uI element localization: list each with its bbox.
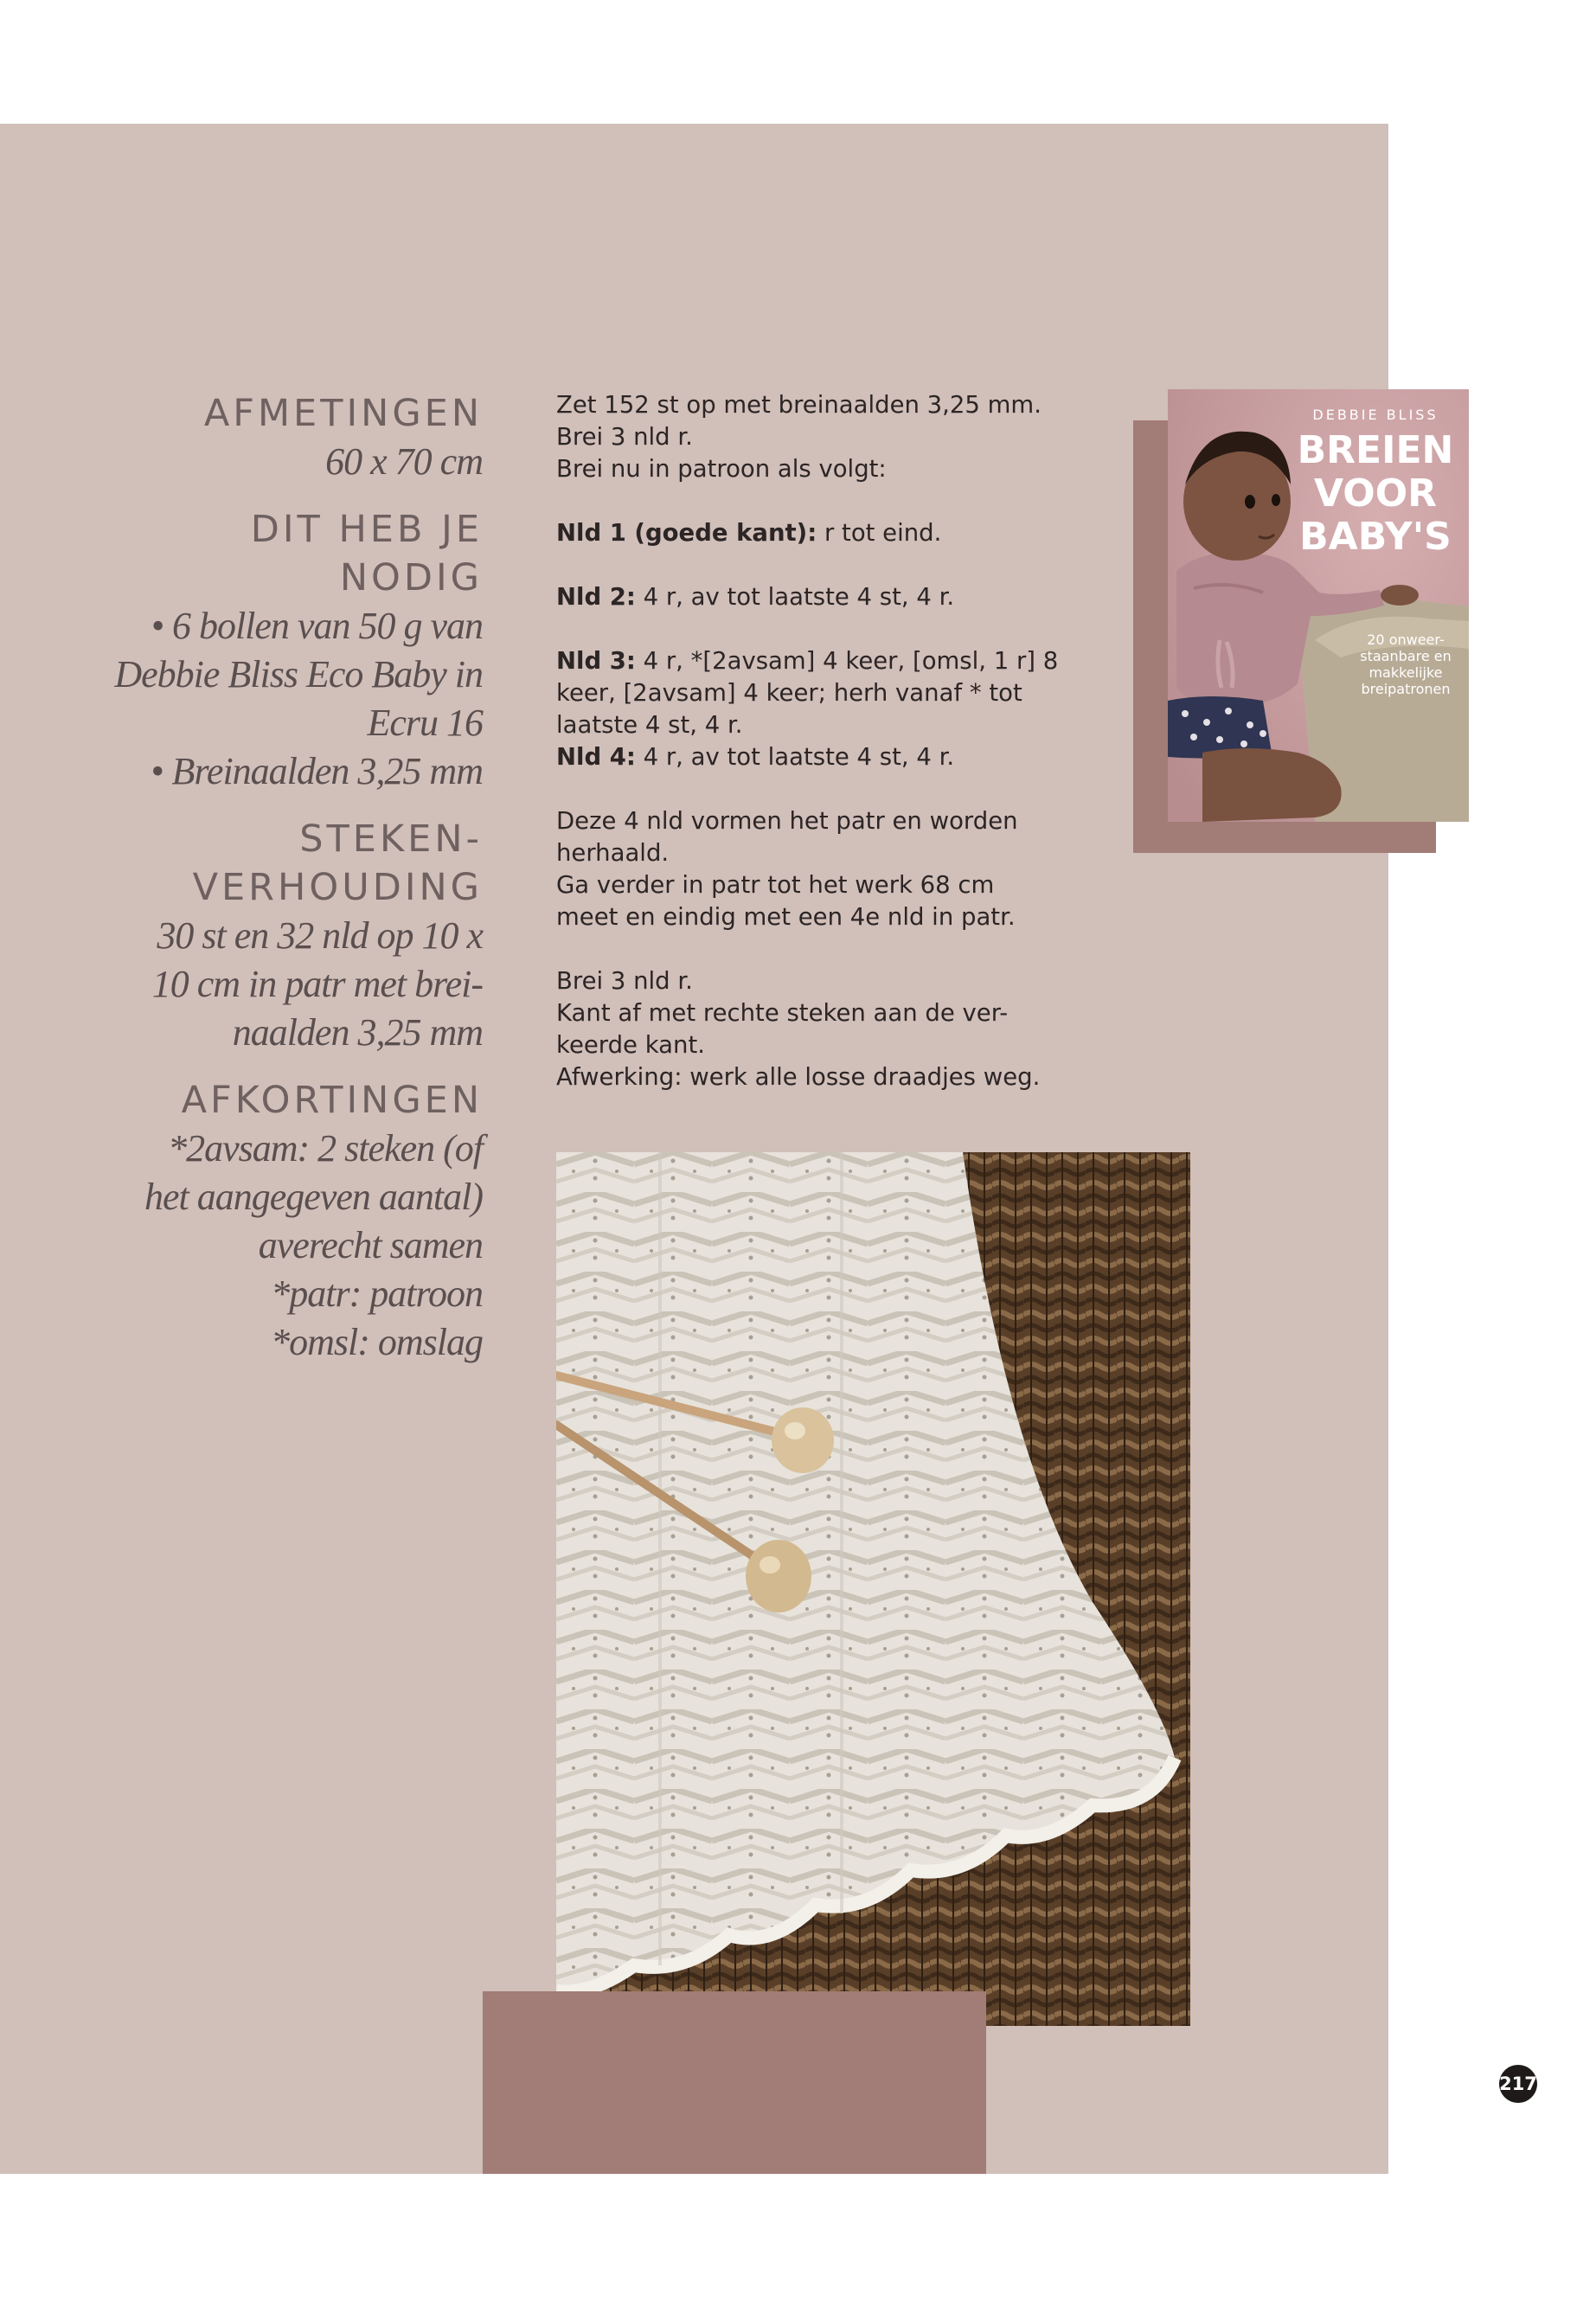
heading-afmetingen: AFMETINGEN	[203, 392, 483, 435]
row-4-instruction	[556, 741, 1067, 773]
row-label: Nld 4:	[556, 743, 636, 771]
spec-line: Ecru 16	[367, 702, 483, 744]
section-stekenverhouding	[104, 815, 483, 1057]
book-cover	[1168, 389, 1469, 822]
heading-afkortingen: AFKORTINGEN	[181, 1079, 483, 1122]
spec-line: 30 st en 32 nld op 10 x	[157, 914, 483, 957]
instruction-line: Brei 3 nld r.	[556, 423, 693, 451]
heading-nodig: DIT HEB JE	[250, 508, 483, 551]
book-title-line: BREIEN	[1297, 428, 1454, 472]
row-3-instruction	[556, 645, 1067, 677]
spec-line: Debbie Bliss Eco Baby in	[114, 653, 483, 695]
heading-stekenverhouding: STEKEN-	[299, 817, 483, 861]
spec-line: *patr: patroon	[271, 1272, 483, 1315]
instruction-line: laatste 4 st, 4 r.	[556, 711, 743, 739]
book-subtitle-line: breipatronen	[1361, 681, 1451, 697]
instruction-line: Brei nu in patroon als volgt:	[556, 455, 887, 483]
instruction-line: Deze 4 nld vormen het patr en worden	[556, 807, 1018, 835]
book-subtitle-line: staanbare en	[1360, 648, 1452, 664]
row-text: 4 r, av tot laatste 4 st, 4 r.	[635, 743, 955, 771]
book-subtitle-line: 20 onweer-	[1367, 631, 1445, 648]
book-author: DEBBIE BLISS	[1312, 407, 1439, 423]
book-title-line: BABY'S	[1299, 515, 1452, 559]
heading-stekenverhouding: VERHOUDING	[192, 866, 483, 909]
book-subtitle-line: makkelijke	[1368, 664, 1443, 681]
heading-nodig: NODIG	[339, 556, 483, 599]
spec-line: • 6 bollen van 50 g van	[151, 605, 483, 647]
blanket-photo-illustration	[556, 1152, 1190, 2026]
row-2-instruction	[556, 581, 1067, 613]
instruction-line: Zet 152 st op met breinaalden 3,25 mm.	[556, 391, 1042, 419]
section-afkortingen	[104, 1076, 483, 1367]
row-label: Nld 3:	[556, 647, 636, 675]
instruction-line: Brei 3 nld r.	[556, 967, 693, 995]
knitted-blanket-photo	[556, 1152, 1190, 2026]
spec-line: *2avsam: 2 steken (of	[168, 1127, 483, 1170]
spec-line: *omsl: omslag	[271, 1321, 483, 1363]
accent-block	[483, 1991, 986, 2174]
instruction-line: meet en eindig met een 4e nld in patr.	[556, 903, 1016, 931]
row-text: 4 r, *[2avsam] 4 keer, [omsl, 1 r] 8	[635, 647, 1059, 675]
page-number: 217	[1499, 2065, 1537, 2103]
instruction-line: Afwerking: werk alle losse draadjes weg.	[556, 1063, 1041, 1091]
row-1-instruction	[556, 517, 1067, 549]
spec-line: 10 cm in patr met brei-	[151, 963, 483, 1005]
spec-line: het aangegeven aantal)	[144, 1176, 483, 1218]
row-label: Nld 2:	[556, 583, 636, 611]
book-cover-illustration	[1168, 389, 1469, 822]
spec-line: • Breinaalden 3,25 mm	[151, 750, 483, 792]
specs-column	[104, 389, 483, 1386]
instruction-line: keerde kant.	[556, 1031, 705, 1059]
spec-line: averecht samen	[258, 1224, 483, 1266]
spec-line: naalden 3,25 mm	[232, 1011, 483, 1054]
instruction-line: herhaald.	[556, 839, 670, 867]
section-afmetingen	[104, 389, 483, 486]
row-text: r tot eind.	[817, 519, 942, 547]
instructions-column	[556, 389, 1067, 1093]
row-label: Nld 1 (goede kant):	[556, 519, 817, 547]
row-text: 4 r, av tot laatste 4 st, 4 r.	[635, 583, 955, 611]
instruction-line: keer, [2avsam] 4 keer; herh vanaf * tot	[556, 679, 1022, 707]
instruction-line: Ga verder in patr tot het werk 68 cm	[556, 871, 995, 899]
section-nodig	[104, 505, 483, 796]
book-title-line: VOOR	[1314, 471, 1437, 516]
instruction-line: Kant af met rechte steken aan de ver-	[556, 999, 1009, 1027]
spec-line: 60 x 70 cm	[325, 440, 483, 483]
